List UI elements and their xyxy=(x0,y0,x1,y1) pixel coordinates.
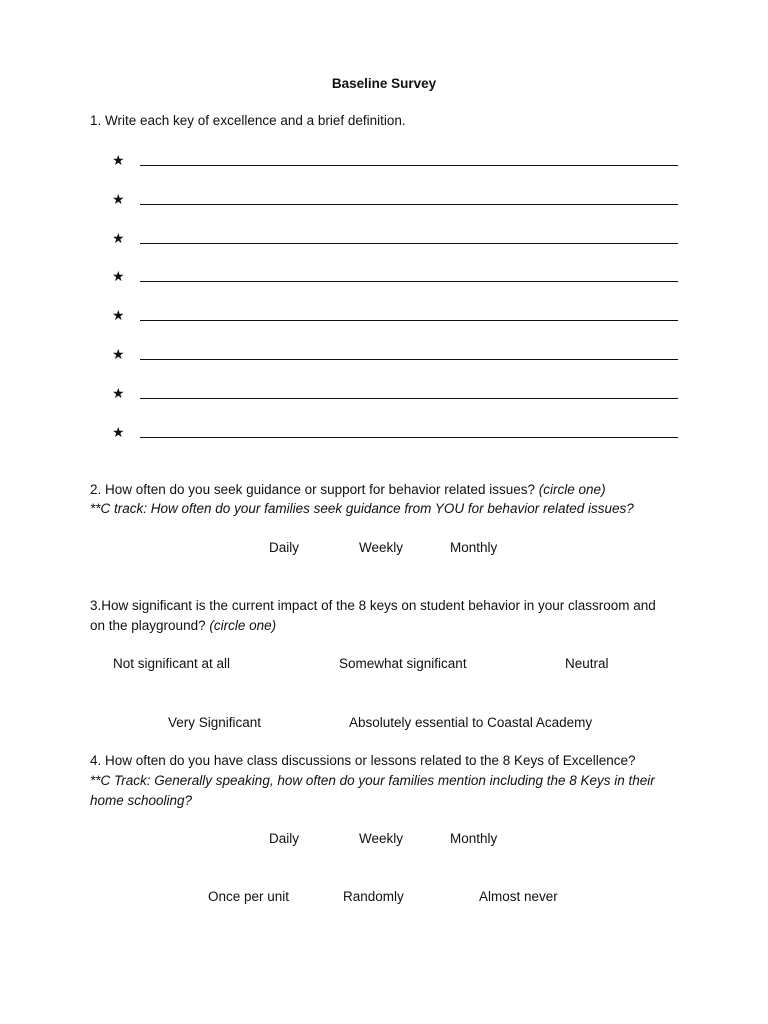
question-2-text: 2. How often do you seek guidance or support for behavior related issues? xyxy=(90,482,536,497)
option-absolutely-essential[interactable]: Absolutely essential to Coastal Academy xyxy=(349,715,593,730)
option-very-significant[interactable]: Very Significant xyxy=(168,715,262,730)
blank-line xyxy=(140,437,678,438)
option-daily[interactable]: Daily xyxy=(269,540,300,555)
option-not-significant[interactable]: Not significant at all xyxy=(113,656,231,671)
blank-line xyxy=(140,320,678,321)
page-title: Baseline Survey xyxy=(331,76,437,91)
option-weekly[interactable]: Weekly xyxy=(359,540,404,555)
question-4-c-track-line-1: **C Track: Generally speaking, how often do your families mention including the 8 Keys in their xyxy=(90,773,655,788)
circle-one-note: (circle one) xyxy=(209,618,277,633)
question-4: 4. How often do you have class discussions or lessons related to the 8 Keys of Excellence? xyxy=(90,753,636,768)
question-2 xyxy=(90,480,606,500)
question-3-line-1: 3.How significant is the current impact of the 8 keys on student behavior in your classroom and xyxy=(90,598,656,613)
blank-line xyxy=(140,243,678,244)
circle-one-note: (circle one) xyxy=(538,482,606,497)
question-2-c-track: **C track: How often do your families seek guidance from YOU for behavior related issues? xyxy=(90,501,634,516)
star-icon: ★ xyxy=(112,346,125,362)
answer-line-7[interactable] xyxy=(112,383,678,403)
star-icon: ★ xyxy=(112,191,125,207)
option-almost-never[interactable]: Almost never xyxy=(479,889,558,904)
option-neutral[interactable]: Neutral xyxy=(565,656,609,671)
answer-line-6[interactable] xyxy=(112,344,678,364)
answer-line-4[interactable] xyxy=(112,266,678,286)
answer-line-1[interactable] xyxy=(112,150,678,170)
answer-line-2[interactable] xyxy=(112,189,678,209)
question-3-text: on the playground? xyxy=(90,618,206,633)
star-icon: ★ xyxy=(112,385,125,401)
answer-line-8[interactable] xyxy=(112,422,678,442)
blank-line xyxy=(140,281,678,282)
blank-line xyxy=(140,398,678,399)
star-icon: ★ xyxy=(112,424,125,440)
star-icon: ★ xyxy=(112,152,125,168)
star-icon: ★ xyxy=(112,268,125,284)
star-icon: ★ xyxy=(112,307,125,323)
blank-line xyxy=(140,359,678,360)
answer-line-3[interactable] xyxy=(112,228,678,248)
question-3-line-2 xyxy=(90,616,276,636)
option-daily[interactable]: Daily xyxy=(269,831,300,846)
option-randomly[interactable]: Randomly xyxy=(343,889,404,904)
star-icon: ★ xyxy=(112,230,125,246)
option-somewhat-significant[interactable]: Somewhat significant xyxy=(339,656,467,671)
question-1: 1. Write each key of excellence and a brief definition. xyxy=(90,113,406,128)
blank-line xyxy=(140,204,678,205)
option-weekly[interactable]: Weekly xyxy=(359,831,404,846)
question-4-c-track-line-2: home schooling? xyxy=(90,793,193,808)
option-once-per-unit[interactable]: Once per unit xyxy=(208,889,290,904)
option-monthly[interactable]: Monthly xyxy=(450,540,498,555)
blank-line xyxy=(140,165,678,166)
answer-line-5[interactable] xyxy=(112,305,678,325)
option-monthly[interactable]: Monthly xyxy=(450,831,498,846)
